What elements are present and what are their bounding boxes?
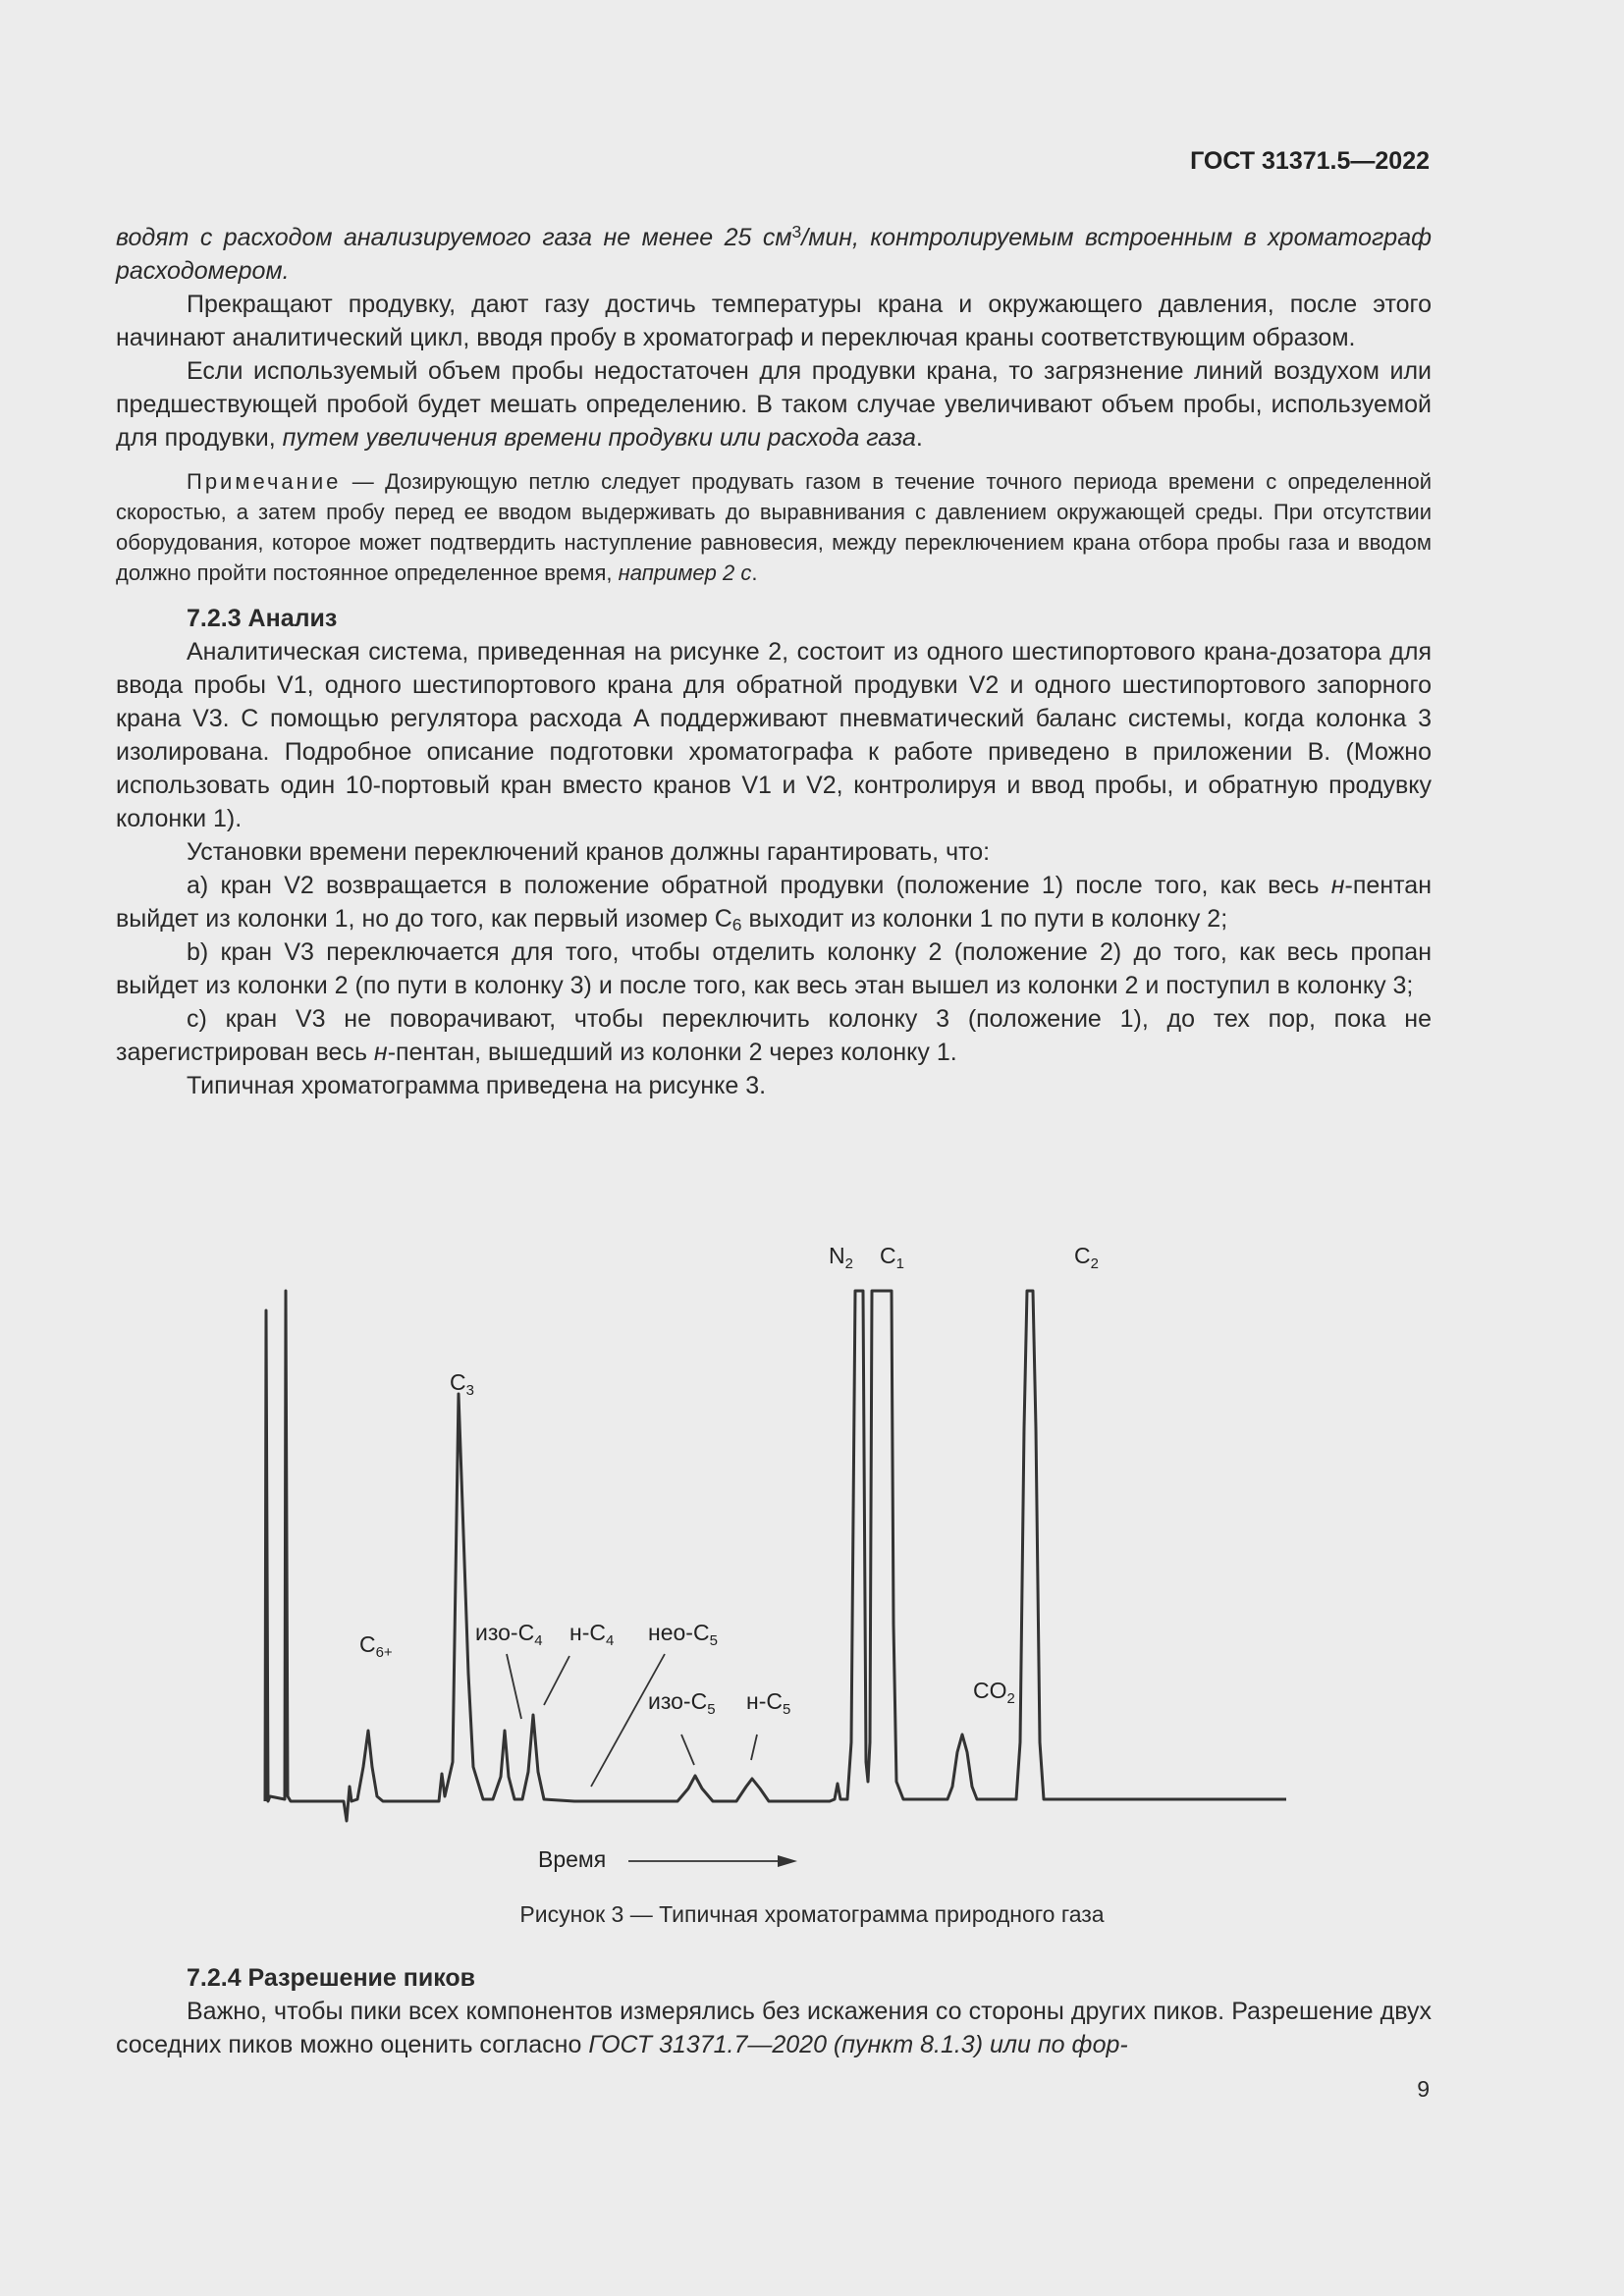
main-text <box>116 221 1432 1102</box>
label-subscript: 2 <box>844 1255 853 1272</box>
peak-label-n2 <box>829 1243 853 1272</box>
text-fragment: выходит из колонки 1 по пути в колонку 2; <box>741 905 1228 933</box>
peak-label-c3 <box>450 1369 474 1399</box>
label-text: н-C <box>569 1620 606 1645</box>
label-subscript: 3 <box>465 1382 474 1399</box>
label-text: CO <box>973 1678 1007 1703</box>
peak-label-neo-c5 <box>648 1620 718 1649</box>
text-fragment: н <box>373 1039 388 1066</box>
label-text: C <box>1074 1243 1091 1268</box>
label-text: N <box>829 1243 845 1268</box>
text-fragment: -пентан, вышедший из колонки 2 через колонку 1. <box>387 1039 957 1066</box>
chromatogram-figure <box>236 1232 1335 1890</box>
bottom-text <box>116 1961 1432 2061</box>
document-number: ГОСТ 31371.5—2022 <box>1190 147 1430 175</box>
paragraph: Типичная хроматограмма приведена на рисунке 3. <box>187 1072 767 1099</box>
label-text: изо-C <box>648 1688 708 1714</box>
text-fragment: a) кран V2 возвращается в положение обратной продувки (положение 1) после того, как весь <box>187 872 1331 899</box>
peak-label-iso-c4 <box>475 1620 543 1649</box>
page-number: 9 <box>1417 2076 1430 2102</box>
list-item <box>116 869 1432 935</box>
text-fragment: Если используемый объем пробы недостаточен для продувки крана, то загрязнение линий воздухом или предшествующей пробой будет мешать определению. В таком случае увеличивают объем пробы, используемой для продувки, <box>116 357 1432 452</box>
subscript: 6 <box>731 915 742 934</box>
leader-line-n-c4 <box>544 1656 569 1705</box>
label-text: C <box>359 1631 376 1657</box>
peak-label-iso-c5 <box>648 1688 716 1718</box>
leader-line-n-c5 <box>751 1735 757 1760</box>
label-subscript: 2 <box>1090 1255 1099 1272</box>
section-heading: 7.2.3 Анализ <box>187 605 338 632</box>
text-fragment: например 2 с <box>618 561 752 585</box>
paragraph: Прекращают продувку, дают газу достичь температуры крана и окружающего давления, после этого начинают аналитический цикл, вводя пробу в хроматограф и переключая краны соответствующим образом. <box>116 291 1432 351</box>
label-text: изо-C <box>475 1620 535 1645</box>
text-fragment: ГОСТ 31371.7—2020 (пункт 8.1.3) или по фор- <box>588 2031 1128 2058</box>
peak-label-n-c5 <box>746 1688 791 1718</box>
time-arrow-head <box>778 1855 797 1867</box>
paragraph: Установки времени переключений кранов должны гарантировать, что: <box>187 838 991 866</box>
text-fragment: водят с расходом анализируемого газа не менее 25 см <box>116 224 792 251</box>
label-text: нео-C <box>648 1620 710 1645</box>
leader-line-iso-c4 <box>507 1654 521 1719</box>
label-text: н-C <box>746 1688 783 1714</box>
list-item <box>116 1002 1432 1069</box>
peak-label-c1 <box>880 1243 904 1272</box>
text-fragment: — Дозирующую петлю следует продувать газом в течение точного периода времени с определенной скоростью, а затем пробу перед ее вводом выдерживать до выравнивания с давлением окружающей среды. При отсутствии оборудования, которое может подтвердить наступление равновесия, между переключением крана отбора пробы газа и вводом должно пройти постоянное определенное время, <box>116 469 1432 585</box>
label-subscript: 6+ <box>375 1644 393 1661</box>
section-heading: 7.2.4 Разрешение пиков <box>187 1964 476 1992</box>
label-subscript: 5 <box>707 1701 716 1718</box>
leader-line-neo-c5 <box>591 1654 665 1787</box>
label-subscript: 4 <box>605 1632 615 1649</box>
peak-label-c2 <box>1074 1243 1099 1272</box>
text-fragment: /мин, контролируемым встроенным в хроматограф расходомером. <box>116 224 1433 285</box>
note-paragraph <box>116 466 1432 588</box>
list-item: b) кран V3 переключается для того, чтобы отделить колонку 2 (положение 2) до того, как весь пропан выйдет из колонки 2 (по пути в колонку 3) и после того, как весь этан вышел из колонки 2 и поступил в колонку 3; <box>116 938 1432 999</box>
text-fragment: . <box>915 424 923 452</box>
chromatogram-trace <box>265 1291 1286 1821</box>
text-fragment: . <box>751 561 758 585</box>
time-axis-label: Время <box>538 1846 607 1872</box>
label-subscript: 4 <box>534 1632 543 1649</box>
paragraph-continued <box>116 221 1432 288</box>
leader-lines <box>507 1654 785 1861</box>
label-subscript: 1 <box>895 1255 904 1272</box>
superscript: 3 <box>791 222 802 241</box>
text-fragment: н <box>1330 872 1345 899</box>
paragraph: Аналитическая система, приведенная на рисунке 2, состоит из одного шестипортового крана-дозатора для ввода пробы V1, одного шестипортового крана для обратной продувки V2 и одного шестипортового запорного крана V3. С помощью регулятора расхода A поддерживают пневматический баланс системы, когда колонка 3 изолирована. Подробное описание подготовки хроматографа к работе приведено в приложении В. (Можно использовать один 10-портовый кран вместо кранов V1 и V2, контролируя и ввод пробы, и обратную продувку колонки 1). <box>116 638 1432 832</box>
peak-label-c6plus <box>359 1631 393 1661</box>
paragraph <box>116 354 1432 454</box>
peak-label-n-c4 <box>569 1620 615 1649</box>
peak-label-co2 <box>973 1678 1015 1707</box>
label-subscript: 5 <box>782 1701 791 1718</box>
text-fragment: -пентан выйдет из колонки 1, но до того, как первый изомер C <box>116 872 1432 933</box>
figure-caption: Рисунок 3 — Типичная хроматограмма природного газа <box>519 1901 1105 1927</box>
chromatogram-plot <box>236 1232 1335 1890</box>
label-text: C <box>450 1369 466 1395</box>
label-subscript: 2 <box>1006 1690 1015 1707</box>
label-subscript: 5 <box>709 1632 718 1649</box>
text-fragment: путем увеличения времени продувки или расхода газа <box>282 424 916 452</box>
label-text: C <box>880 1243 896 1268</box>
paragraph <box>116 1995 1432 2061</box>
text-fragment: Важно, чтобы пики всех компонентов измерялись без искажения со стороны других пиков. Разрешение двух соседних пиков можно оценить согласно <box>116 1998 1432 2058</box>
text-fragment: c) кран V3 не поворачивают, чтобы переключить колонку 3 (положение 1), до тех пор, пока не зарегистрирован весь <box>116 1005 1432 1066</box>
leader-line-iso-c5 <box>681 1735 694 1765</box>
note-label: Примечание <box>187 469 342 494</box>
